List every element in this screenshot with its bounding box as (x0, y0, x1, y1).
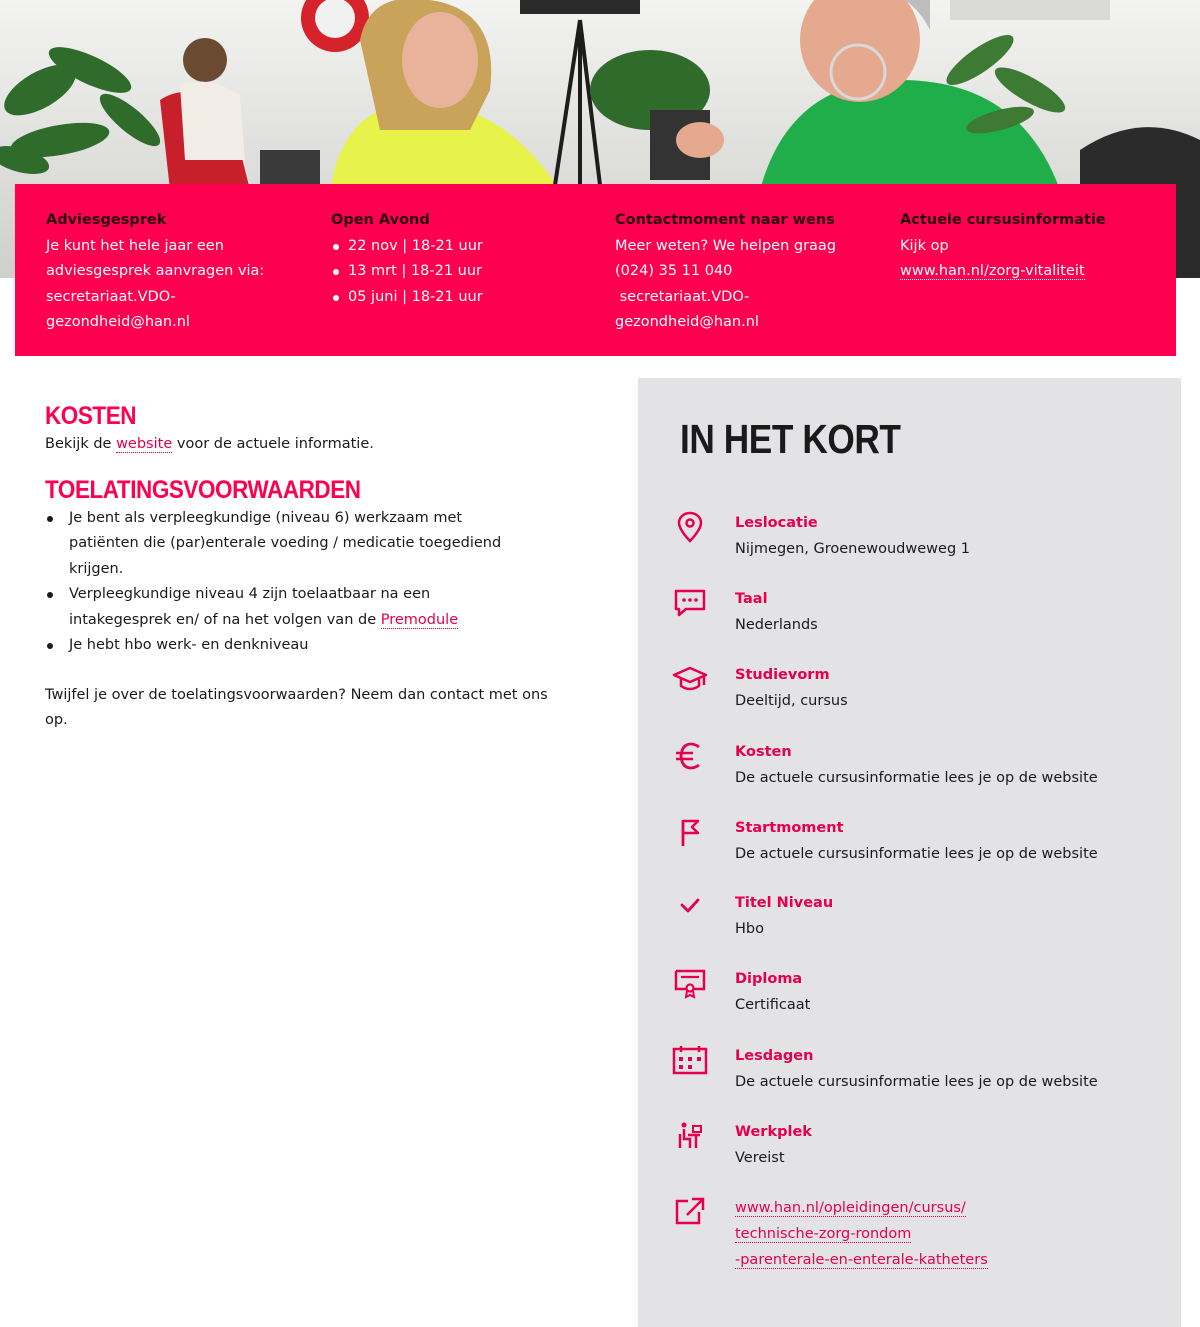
info-lesdagen (670, 1044, 1150, 1100)
course-link-line[interactable]: www.han.nl/opleidingen/cursus/ (735, 1200, 966, 1216)
contact-email-line[interactable]: gezondheid@han.nl (615, 314, 759, 330)
info-value: Certificaat (735, 997, 811, 1013)
info-value: Vereist (735, 1150, 785, 1166)
info-label: Lesdagen (735, 1048, 814, 1064)
info-label: Diploma (735, 971, 803, 987)
kosten-text-after: voor de actuele informatie. (172, 436, 374, 452)
info-label: Studievorm (735, 667, 830, 683)
premodule-link[interactable]: Premodule (380, 611, 459, 628)
info-label: Startmoment (735, 820, 844, 836)
open-avond-title: Open Avond (331, 212, 430, 228)
contact-title: Contactmoment naar wens (615, 212, 835, 228)
open-avond-date: 05 juni | 18-21 uur (331, 285, 601, 311)
panel-title: IN HET KORT (680, 416, 901, 462)
kosten-text (45, 432, 565, 458)
checkmark-icon (670, 891, 710, 923)
advies-line: Je kunt het hele jaar een (46, 237, 224, 254)
kosten-heading: KOSTEN (45, 402, 137, 430)
info-titel-niveau (670, 891, 1150, 947)
flag-icon (670, 816, 710, 848)
info-label: Kosten (735, 744, 792, 760)
calendar-icon (670, 1044, 710, 1076)
info-leslocatie (670, 511, 1150, 567)
open-avond-column (331, 208, 601, 310)
info-label: Leslocatie (735, 515, 818, 531)
info-label: Taal (735, 591, 768, 607)
cursusinfo-title: Actuele cursusinformatie (900, 212, 1106, 228)
advies-title: Adviesgesprek (46, 212, 167, 228)
info-value: Nijmegen, Groenewoudweweg 1 (735, 541, 970, 557)
contact-band (15, 184, 1176, 356)
info-website (670, 1195, 1150, 1275)
info-kosten (670, 740, 1150, 796)
euro-icon (670, 740, 710, 772)
contact-column (615, 208, 885, 336)
info-studievorm (670, 663, 1150, 719)
course-page-link[interactable] (735, 1195, 1035, 1273)
advies-email-line[interactable]: gezondheid@han.nl (46, 314, 190, 330)
course-link-line[interactable]: -parenterale-en-enterale-katheters (735, 1252, 988, 1268)
advies-email-line[interactable]: secretariaat.VDO- (46, 288, 176, 305)
info-diploma (670, 967, 1150, 1023)
graduation-cap-icon (670, 663, 710, 695)
info-value: Hbo (735, 921, 764, 937)
open-avond-date: 13 mrt | 18-21 uur (331, 259, 601, 285)
info-value: De actuele cursusinformatie lees je op de website (735, 846, 1098, 862)
info-value: Deeltijd, cursus (735, 693, 848, 709)
cursusinfo-column (900, 208, 1170, 285)
cursusinfo-line: Kijk op (900, 237, 949, 254)
toelating-item-text: Verpleegkundige niveau 4 zijn toelaatbaar na een intakegesprek en/ of na het volgen van de (69, 586, 431, 628)
info-werkplek (670, 1120, 1150, 1176)
contact-email-line[interactable]: secretariaat.VDO- (615, 288, 750, 305)
workplace-icon (670, 1120, 710, 1152)
info-value: Nederlands (735, 617, 818, 633)
info-value: De actuele cursusinformatie lees je op de website (735, 770, 1098, 786)
location-pin-icon (670, 511, 710, 543)
open-avond-date: 22 nov | 18-21 uur (331, 234, 601, 260)
toelating-item (45, 582, 515, 633)
chat-bubble-icon (670, 587, 710, 619)
info-value: De actuele cursusinformatie lees je op de website (735, 1074, 1098, 1090)
toelating-note: Twijfel je over de toelatingsvoorwaarden? Neem dan contact met ons op. (45, 686, 548, 728)
info-startmoment (670, 816, 1150, 872)
website-link[interactable]: website (116, 436, 173, 452)
cursusinfo-link[interactable]: www.han.nl/zorg-vitaliteit (900, 263, 1085, 279)
certificate-icon (670, 967, 710, 999)
advies-column (46, 208, 316, 336)
external-link-icon (670, 1195, 710, 1227)
open-avond-dates (331, 234, 601, 311)
toelating-list (45, 506, 565, 659)
contact-phone[interactable]: (024) 35 11 040 (615, 263, 733, 279)
info-taal (670, 587, 1150, 643)
contact-line: Meer weten? We helpen graag (615, 237, 837, 254)
toelating-item: Je hebt hbo werk- en denkniveau (45, 633, 565, 659)
course-link-line[interactable]: technische-zorg-rondom (735, 1226, 912, 1242)
toelating-heading: TOELATINGSVOORWAARDEN (45, 475, 361, 504)
toelating-item: Je bent als verpleegkundige (niveau 6) werkzaam met patiënten die (par)enterale voeding / medicatie toegediend krijgen. (45, 506, 535, 583)
in-het-kort-panel (638, 378, 1181, 1327)
advies-line: adviesgesprek aanvragen via: (46, 263, 265, 279)
kosten-text-before: Bekijk de (45, 436, 117, 452)
left-column (45, 400, 565, 734)
info-label: Werkplek (735, 1124, 812, 1140)
info-label: Titel Niveau (735, 895, 834, 911)
